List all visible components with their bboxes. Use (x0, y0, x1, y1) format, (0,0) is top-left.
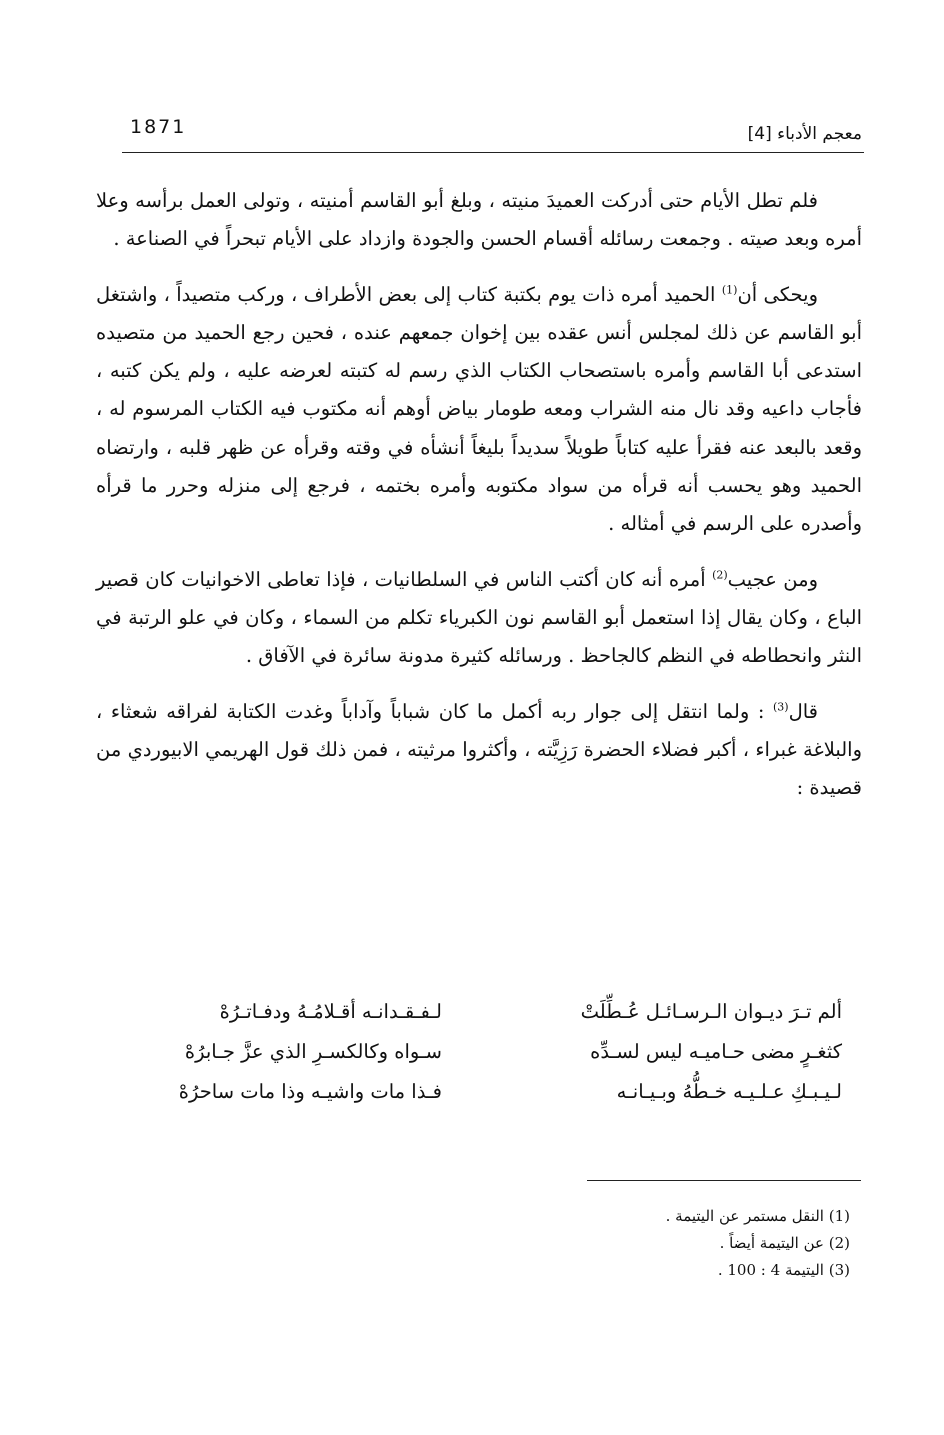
footnote-marker: (2) (712, 568, 728, 582)
footnote-marker: (3) (772, 700, 789, 714)
footnotes (560, 1203, 850, 1284)
paragraph-text: ويحكى أن (737, 282, 818, 306)
footnote-2: (2) عن اليتيمة أيضاً . (719, 1234, 850, 1252)
page-header (122, 108, 862, 156)
footnote-3: (3) اليتيمة 4 : 100 . (717, 1261, 850, 1279)
paragraph-text: : ولما انتقل إلى جوار ربه أكمل ما كان شباباً وآداباً وغدت الكتابة لفراقه شعثاء ، والبلاغة غبراء ، أكبر فضلاء الحضرة رَزِيَّته ، وأكثروا مرثيته ، فمن ذلك قول الهريمي الابيوردي من قصيدة : (96, 699, 862, 800)
paragraph (96, 561, 862, 676)
paragraph-text: أمره أنه كان أكتب الناس في السلطانيات ، فإذا تعاطى الاخوانيات كان قصير الباع ، وكان يقال إذا استعمل أبو القاسم نون الكبرياء تكلم من السماء ، وكان في علو الرتبة في النثر وانحطاطه في النظم كالجاحظ . ورسائله كثيرة مدونة سائرة في الآفاق . (96, 567, 862, 668)
running-title: معجم الأدباء [4] (747, 124, 862, 144)
verse-first-hemistich: لـيـبـكِ عـلـيـه خـطُّهُ وبـيـانـه (616, 1080, 842, 1103)
paragraph-text: الحميد أمره ذات يوم بكتبة كتاب إلى بعض الأطراف ، وركب متصيداً ، واشتغل أبو القاسم عن ذلك لمجلس أنس عقده بين إخوان جمعهم عنده ، فحين رجع الحميد من متصيده استدعى أبا القاسم وأمره باستصحاب الكتاب الذي رسم له كتبته لعرضه عليه ، ولم يكن كتبه ، فأجاب داعيه وقد نال منه الشراب ومعه طومار بياض أوهم أنه مكتوب فيه الكتاب المرسوم له ، وقعد بالبعد عنه فقرأ عليه كتاباً طويلاً سديداً بليغاً أنشأه في وقته وقرأه عن ظهر قلبه ، وارتضاه الحميد وهو يحسب أنه قرأه من سواد مكتوبه وأمره بختمه ، فرجع إلى منزله وحرر ما قرأه وأصدره على الرسم في أمثاله . (96, 282, 862, 536)
poem-verse (122, 1080, 842, 1120)
verse-first-hemistich: كثغـرٍ مضى حـاميـه ليس لسـدِّه (590, 1040, 842, 1063)
paragraph (96, 182, 862, 259)
paragraph-text: ومن عجيب (727, 567, 819, 591)
footnote-1: (1) النقل مستمر عن اليتيمة . (665, 1207, 850, 1225)
page-number: 1871 (130, 116, 187, 138)
poem (122, 1000, 842, 1120)
footnote-marker: (1) (721, 283, 738, 297)
paragraph (96, 276, 862, 544)
verse-second-hemistich: فـذا مات واشيـه وذا مات ساحرُهْ (178, 1080, 442, 1103)
paragraph (96, 693, 862, 808)
poem-verse (122, 1000, 842, 1040)
header-rule (122, 152, 864, 153)
paragraph-text: قال (788, 699, 818, 723)
body-text (96, 182, 862, 807)
verse-second-hemistich: لـفـقـدانـه أقـلامُـهُ ودفـاتـرُهْ (219, 1000, 442, 1023)
paragraph-text: فلم تطل الأيام حتى أدركت العميدَ منيته ، وبلغ أبو القاسم أمنيته ، وتولى العمل برأسه وعلا أمره وبعد صيته . وجمعت رسائله أقسام الحسن والجودة وازداد على الأيام تبحراً في الصناعة . (96, 189, 862, 251)
poem-verse (122, 1040, 842, 1080)
verse-second-hemistich: سـواه وكالكسـرِ الذي عزَّ جـابرُهْ (184, 1040, 442, 1063)
footnote-separator (587, 1180, 861, 1181)
verse-first-hemistich: ألم تـرَ ديـوان الـرسـائـل عُـطِّلَتْ (580, 1000, 842, 1023)
